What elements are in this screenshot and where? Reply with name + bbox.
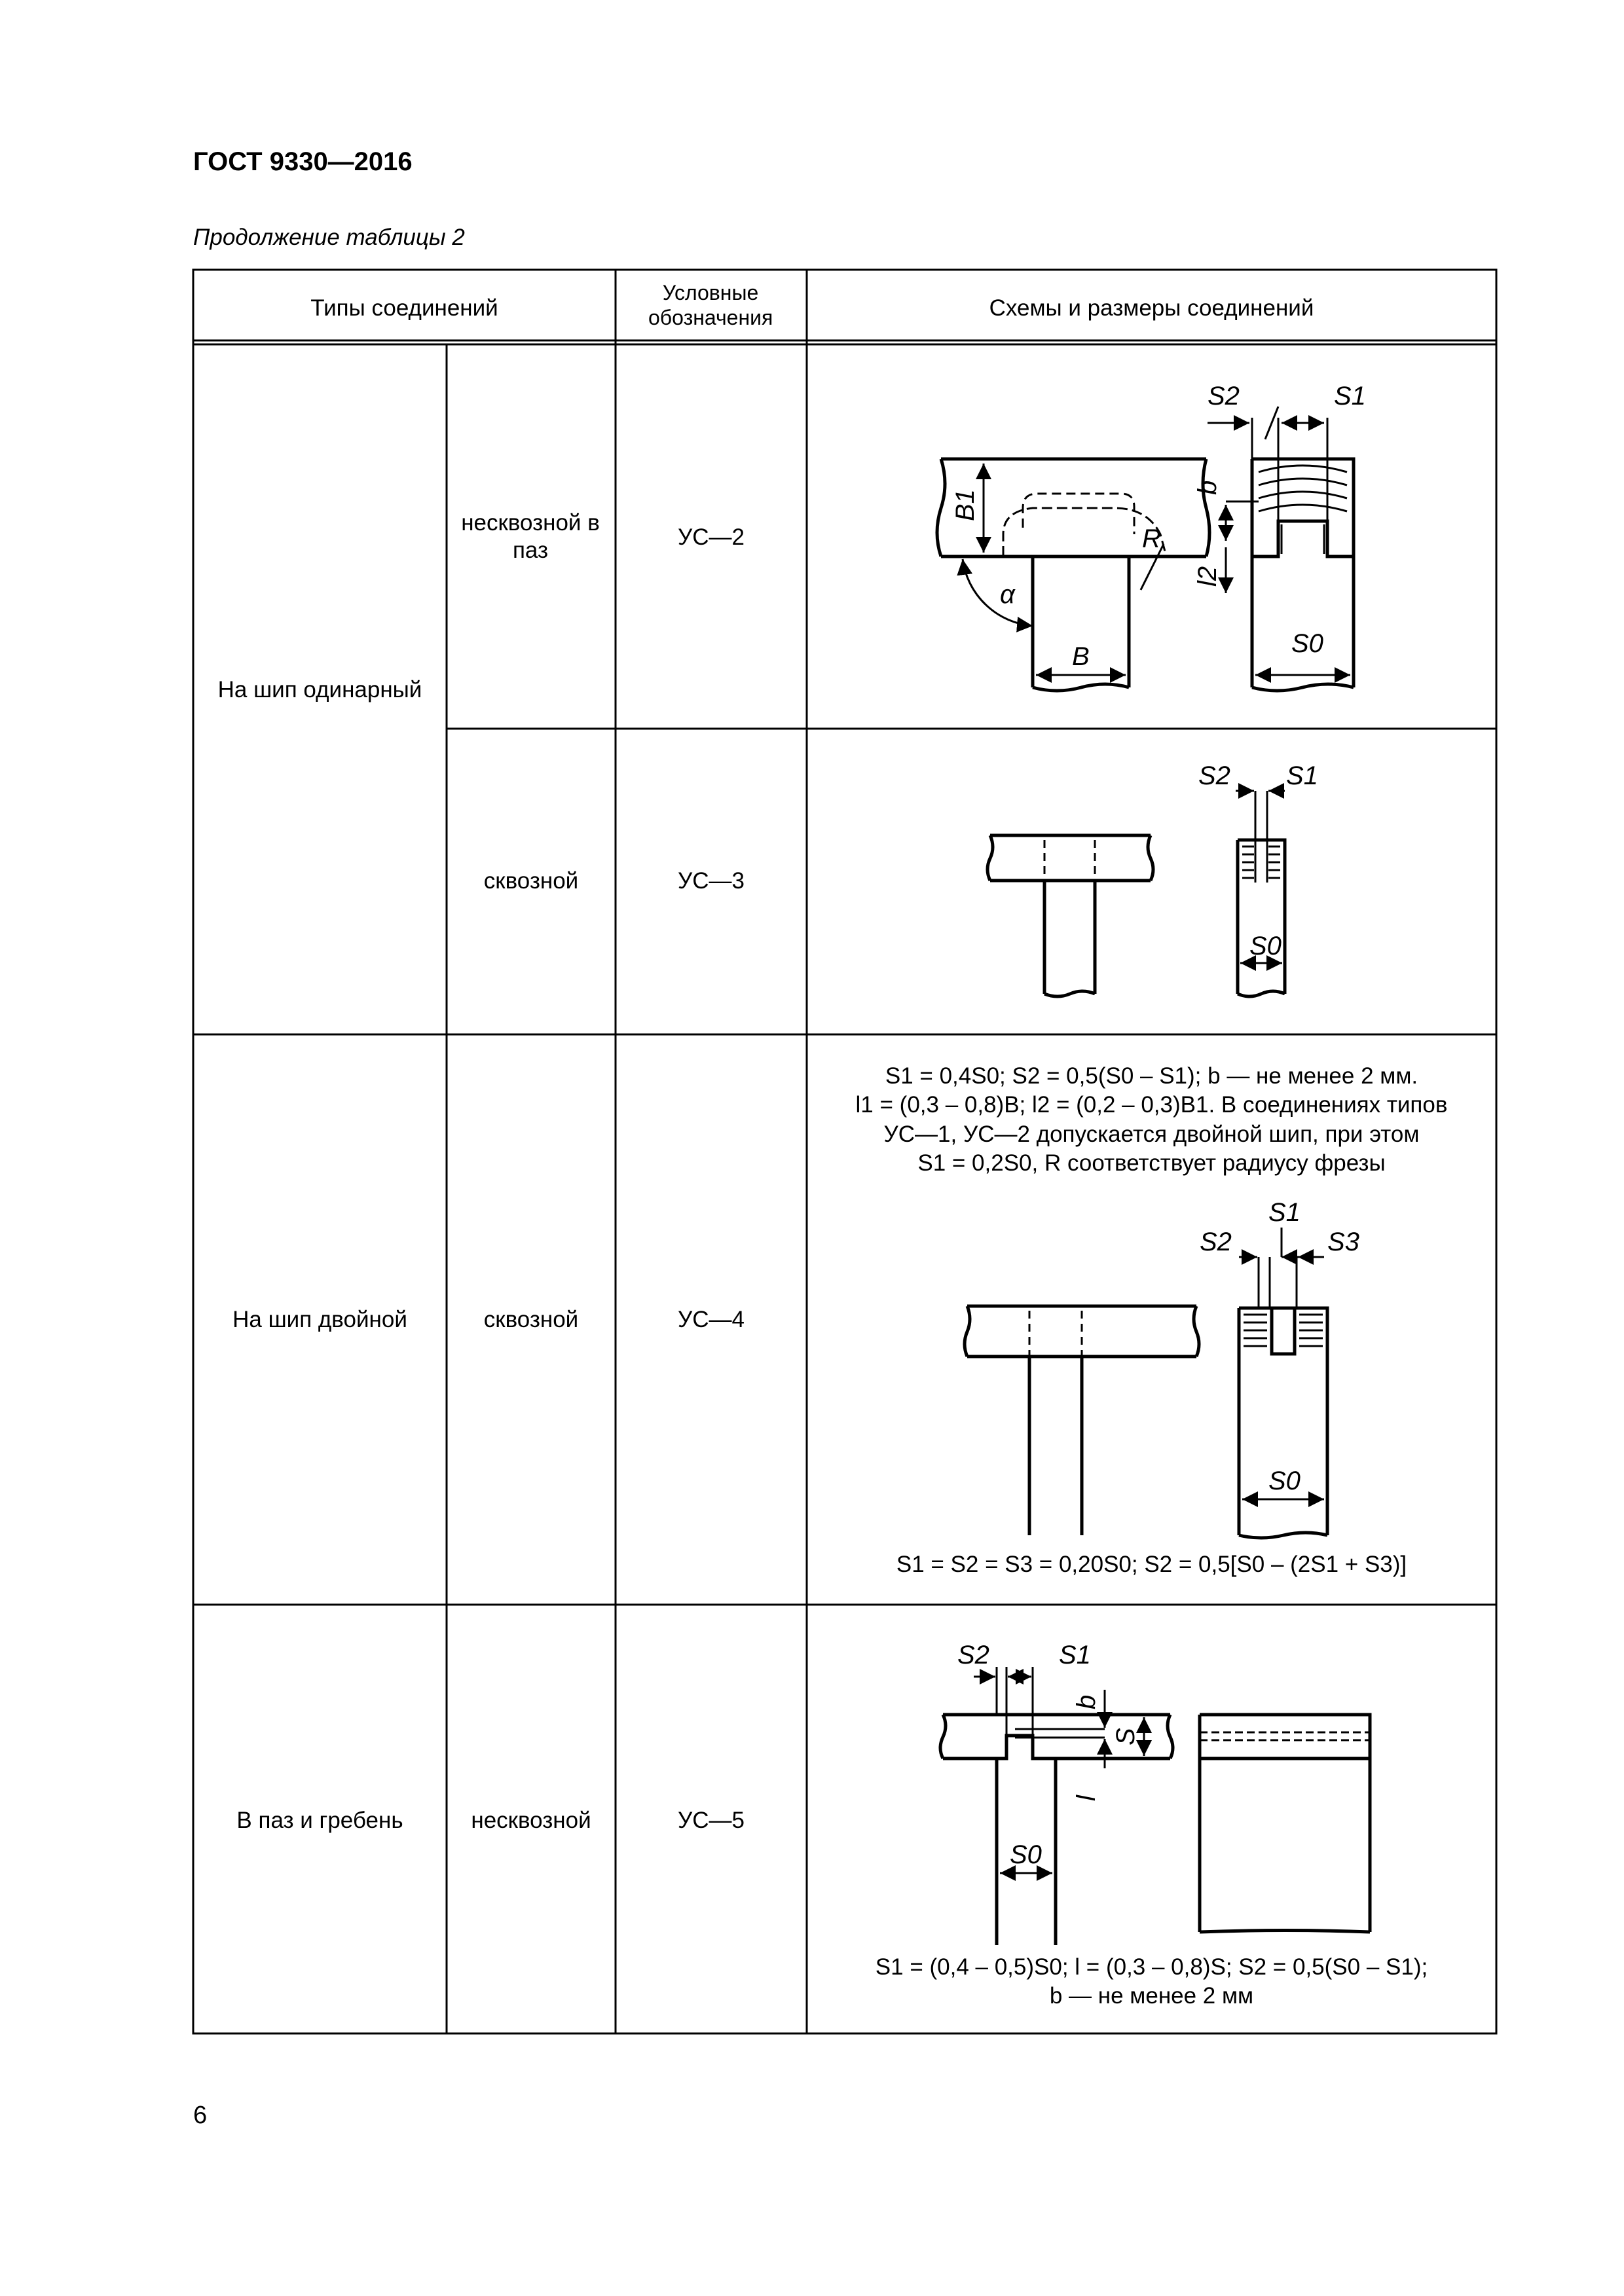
row-type-groove-and-ridge: В паз и гребень <box>236 1808 403 1833</box>
note-line-1: S1 = 0,4S0; S2 = 0,5(S0 – S1); b — не менее 2 мм. <box>885 1063 1418 1089</box>
label-s1: S1 <box>1268 1198 1301 1227</box>
label-s2: S2 <box>1200 1228 1232 1256</box>
label-s0: S0 <box>1249 932 1282 960</box>
label-s0: S0 <box>1291 629 1323 658</box>
label-b: b <box>1193 480 1222 495</box>
note-line-1: S1 = (0,4 – 0,5)S0; l = (0,3 – 0,8)S; S2 = 0,5(S0 – S1); <box>875 1954 1428 1980</box>
scheme-us5-drawing <box>807 1605 1496 1945</box>
us4-notes-top <box>807 1062 1496 1178</box>
scheme-us4-drawing <box>807 1192 1496 1558</box>
label-l: l <box>1072 1795 1101 1801</box>
note-line-4: S1 = 0,2S0, R соответствует радиусу фрезы <box>917 1150 1386 1176</box>
label-s0: S0 <box>1010 1840 1042 1869</box>
label-s2: S2 <box>1208 382 1240 410</box>
row-designation-us3: УС—3 <box>678 868 745 894</box>
scheme-us2-drawing <box>807 344 1496 729</box>
label-s3: S3 <box>1327 1228 1359 1256</box>
row-type-double-tenon: На шип двойной <box>232 1307 407 1332</box>
row-type-single-tenon: На шип одинарный <box>217 677 422 702</box>
us5-notes <box>807 1953 1496 2011</box>
note-line-2: l1 = (0,3 – 0,8)B; l2 = (0,2 – 0,3)B1. В соединениях типов <box>855 1092 1448 1118</box>
row-variant-blind: несквозной <box>471 1808 591 1833</box>
table-continuation-caption: Продолжение таблицы 2 <box>193 225 465 250</box>
row-designation-us2: УС—2 <box>678 524 745 550</box>
column-header-schemes: Схемы и размеры соединений <box>989 295 1314 321</box>
label-s2: S2 <box>957 1641 989 1669</box>
label-s2: S2 <box>1198 761 1230 790</box>
row-designation-us4: УС—4 <box>678 1307 745 1332</box>
label-alpha: α <box>1000 580 1015 609</box>
label-s1: S1 <box>1286 761 1318 790</box>
label-s0: S0 <box>1268 1467 1301 1495</box>
label-r: R <box>1142 524 1161 553</box>
scheme-us3-drawing <box>807 729 1496 1034</box>
label-s: S <box>1111 1728 1140 1745</box>
note-line-2: b — не менее 2 мм <box>1049 1983 1254 2009</box>
column-header-types: Типы соединений <box>310 295 498 321</box>
label-b-width: B <box>1072 642 1090 671</box>
page-number: 6 <box>193 2102 208 2129</box>
standard-title: ГОСТ 9330—2016 <box>193 147 413 176</box>
label-s1: S1 <box>1059 1641 1091 1669</box>
row-variant-through: сквозной <box>483 868 579 894</box>
row-variant-through-double: сквозной <box>483 1307 579 1332</box>
column-header-designations: Условные обозначения <box>648 281 773 330</box>
label-b1: B1 <box>951 489 980 521</box>
row-designation-us5: УС—5 <box>678 1808 745 1833</box>
note-line-3: УС—1, УС—2 допускается двойной шип, при этом <box>883 1121 1420 1147</box>
label-s1: S1 <box>1334 382 1366 410</box>
label-b: b <box>1072 1694 1101 1709</box>
label-l2: l2 <box>1193 566 1222 587</box>
us4-note-bottom: S1 = S2 = S3 = 0,20S0; S2 = 0,5[S0 – (2S1 + S3)] <box>896 1552 1407 1577</box>
row-variant-blind-groove: несквозной в паз <box>461 510 600 563</box>
